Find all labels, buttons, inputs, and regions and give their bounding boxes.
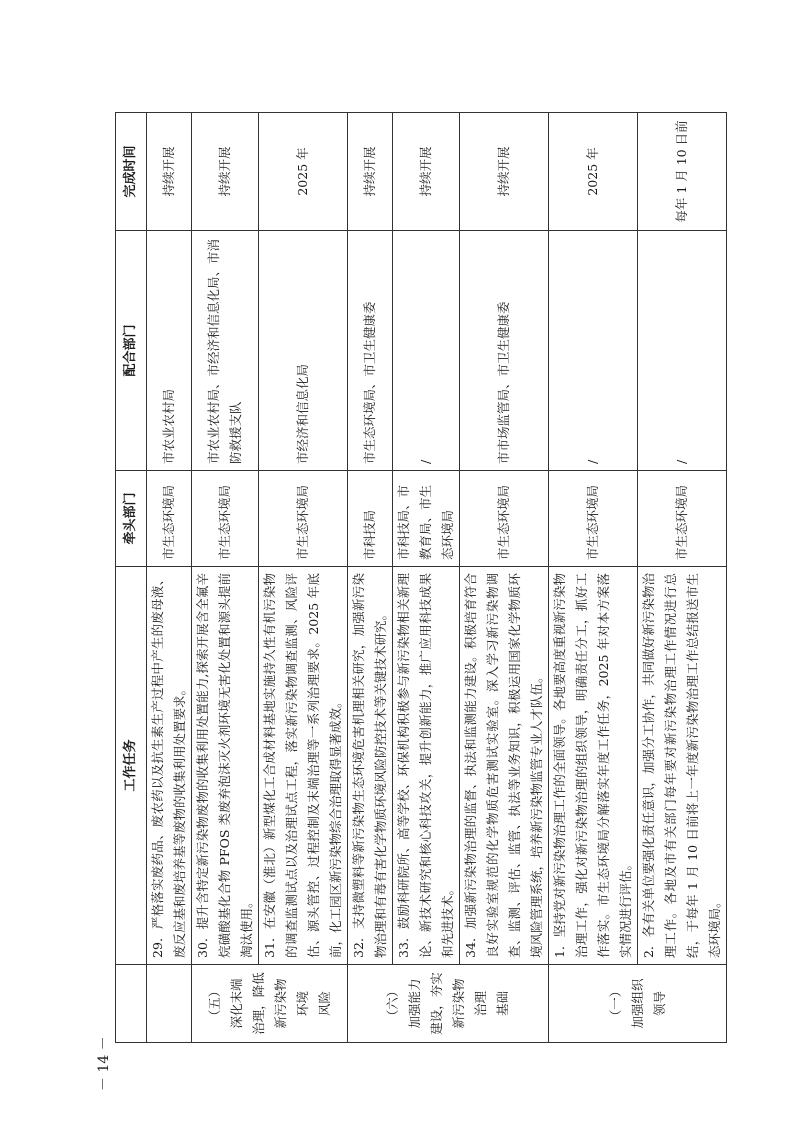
group-cell-5: （五） 深化末端 治理，降低 新污染物 环境 风险 (192, 965, 348, 1043)
lead-cell: 市生态环境局 (192, 471, 259, 567)
time-cell: 每年 1 月 10 日前 (638, 113, 727, 231)
table-row (192, 113, 259, 1043)
table-row (259, 113, 348, 1043)
time-cell: 持续开展 (348, 113, 393, 231)
task-cell: 31．在安徽（淮北）新型煤化工合成材料基地实施持久性有机污染物的调查监测试点以及治理试点工程，落实新污染物调查监测、风险评估、源头管控、过程控制及末端治理等一系列治理要求。2025 年底前，化工园区新污染物综合治理取得显著成效。 (259, 567, 348, 965)
time-cell: 持续开展 (147, 113, 192, 231)
task-cell: 2．各有关单位要强化责任意识，加强分工协作，共同做好新污染物治理工作。各地及市有关部门每年要对新污染物治理工作情况进行总结，于每年 1 月 10 日前将上一年度新污染物治理工作总结报送市生态环境局。 (638, 567, 727, 965)
table-row (460, 113, 549, 1043)
coop-cell: / (393, 231, 460, 471)
time-cell: 2025 年 (259, 113, 348, 231)
group-cell-empty (147, 965, 192, 1043)
task-cell: 29．严格落实废药品、废农药以及抗生素生产过程中产生的废母液、废反应基和废培养基等废物的收集利用处置要求。 (147, 567, 192, 965)
lead-cell: 市生态环境局 (259, 471, 348, 567)
lead-cell: 市生态环境局 (549, 471, 638, 567)
header-time: 完成时间 (116, 113, 147, 231)
page-number: － 14 － (96, 1036, 112, 1092)
coop-cell: 市生态环境局、市卫生健康委 (348, 231, 393, 471)
header-task: 工作任务 (116, 567, 147, 965)
lead-cell: 市生态环境局 (638, 471, 727, 567)
header-coop: 配合部门 (116, 231, 147, 471)
table-row (393, 113, 460, 1043)
table-row (147, 113, 192, 1043)
table-row (638, 113, 727, 1043)
task-cell: 30．提升含特定新污染物废物的收集利用处置能力,探索开展含全氟辛烷磺酸基化合物 PFOS 类废弃泡沫灭火剂环境无害化处置和源头提前淘汰使用。 (192, 567, 259, 965)
coop-cell: / (549, 231, 638, 471)
coop-cell: 市市场监管局、市卫生健康委 (460, 231, 549, 471)
coop-cell: / (638, 231, 727, 471)
lead-cell: 市生态环境局 (147, 471, 192, 567)
task-table (115, 112, 727, 1043)
table-row (348, 113, 393, 1043)
coop-cell: 市农业农村局 (147, 231, 192, 471)
lead-cell: 市科技局、市教育局、市生态环境局 (393, 471, 460, 567)
header-lead: 牵头部门 (116, 471, 147, 567)
time-cell: 2025 年 (549, 113, 638, 231)
lead-cell: 市生态环境局 (460, 471, 549, 567)
table-row (549, 113, 638, 1043)
group-cell-1: （一） 加强组织 领导 (549, 965, 727, 1043)
coop-cell: 市经济和信息化局 (259, 231, 348, 471)
time-cell: 持续开展 (460, 113, 549, 231)
time-cell: 持续开展 (192, 113, 259, 231)
task-cell: 32．支持微塑料等新污染物生态环境危害机理相关研究，加强新污染物治理和有毒有害化学物质环境风险防控技术等关键技术研究。 (348, 567, 393, 965)
lead-cell: 市科技局 (348, 471, 393, 567)
time-cell: 持续开展 (393, 113, 460, 231)
coop-cell: 市农业农村局、市经济和信息化局、市消防救援支队 (192, 231, 259, 471)
header-group (116, 965, 147, 1043)
task-cell: 33．鼓励科研院所、高等学校、环保机构积极参与新污染物相关新理论、新技术研究和核心科技攻关，提升创新能力，推广应用科技成果和先进技术。 (393, 567, 460, 965)
task-cell: 1．坚持党对新污染物治理工作的全面领导。各地要高度重视新污染物治理工作，强化对新污染物治理的组织领导，明确责任分工，抓好工作落实。市生态环境局分解落实年度工作任务，2025 年对本方案落实情况进行评估。 (549, 567, 638, 965)
group-cell-6: （六） 加强能力 建设，夯实 新污染物 治理 基础 (348, 965, 549, 1043)
table-header-row (116, 113, 147, 1043)
task-cell: 34．加强新污染物治理的监督、执法和监测能力建设。积极培育符合良好实验室规范的化学物质危害测试实验室。深入学习新污染物调查、监测、评估、监管、执法等业务知识，积极运用国家化学物质环境风险管理系统，培养新污染物监管专业人才队伍。 (460, 567, 549, 965)
rotated-table-stage (115, 113, 722, 1043)
